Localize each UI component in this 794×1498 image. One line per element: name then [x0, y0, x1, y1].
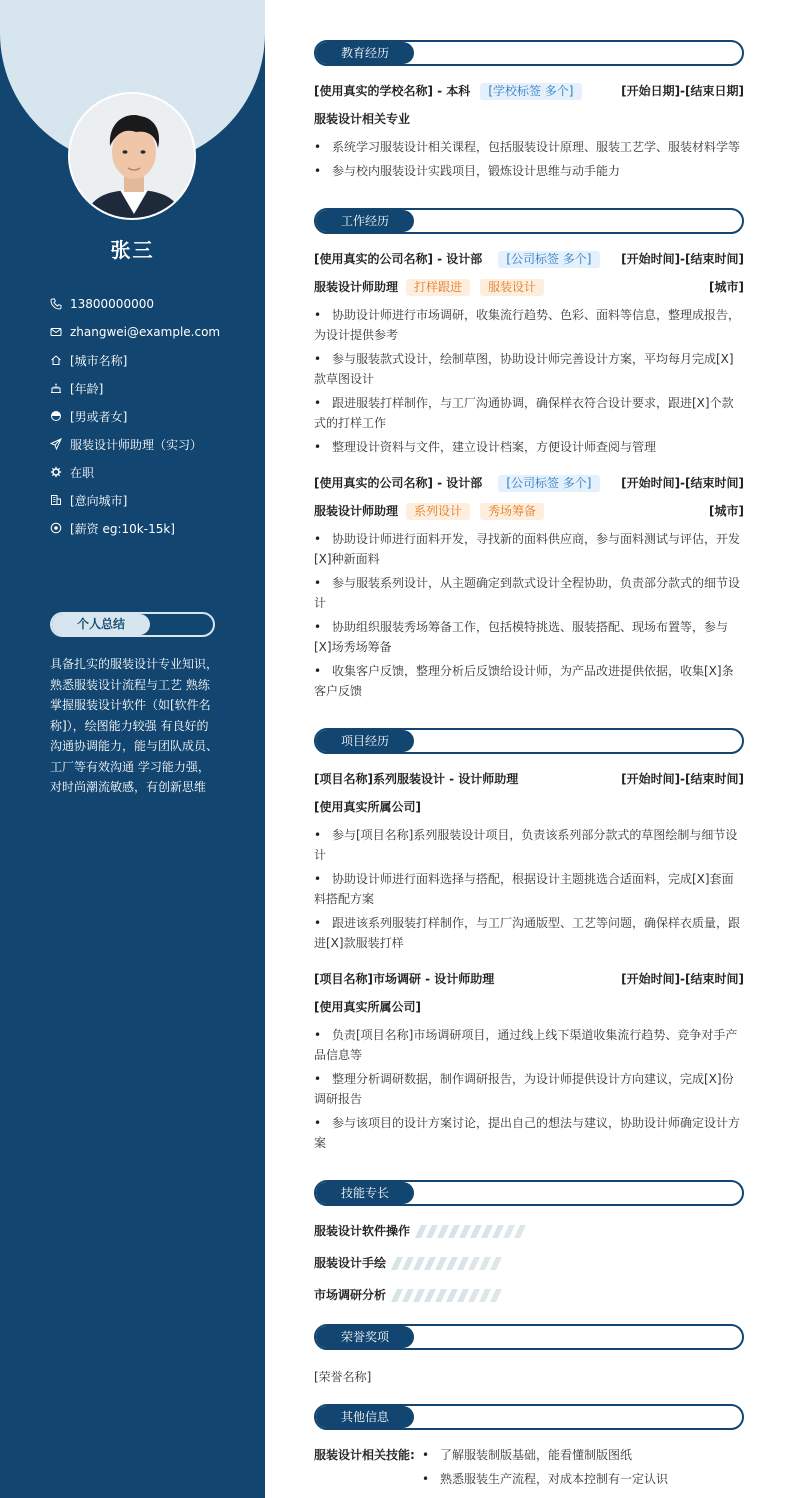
contact-info — [50, 290, 250, 542]
job-company-row — [314, 473, 744, 493]
job-date: [开始时间]-[结束时间] — [621, 476, 744, 490]
avatar — [68, 92, 196, 220]
skill-name: 服装设计软件操作 — [314, 1224, 411, 1238]
project-name-row — [314, 769, 744, 789]
gender-text: [男或者女] — [70, 409, 128, 424]
city-text: [城市名称] — [70, 353, 128, 368]
job-bullet: • 整理设计资料与文件，建立设计档案，方便设计师查阅与管理 — [314, 437, 744, 457]
company-name: [使用真实的公司名称] - 设计部 — [314, 476, 483, 490]
phone-text: 13800000000 — [70, 297, 154, 311]
skill-level-segment — [391, 1289, 403, 1302]
other-title: 其他信息 — [316, 1406, 414, 1428]
skill-level-segment — [457, 1289, 469, 1302]
project-name: [项目名称]市场调研 - 设计师助理 — [314, 972, 495, 986]
skill-level-bar — [394, 1257, 499, 1270]
skill-level-segment — [415, 1225, 427, 1238]
job-date: [开始时间]-[结束时间] — [621, 252, 744, 266]
honors-header — [314, 1324, 744, 1350]
skill-level-bar — [394, 1289, 499, 1302]
home-icon — [50, 354, 62, 366]
skill-level-segment — [490, 1289, 502, 1302]
work-header — [314, 208, 744, 234]
skill-level-segment — [435, 1289, 447, 1302]
skill-level-segment — [503, 1225, 515, 1238]
gender-row — [50, 402, 250, 430]
education-date: [开始日期]-[结束日期] — [621, 84, 744, 98]
project-bullet: • 协助设计师进行面料选择与搭配，根据设计主题挑选合适面料，完成[X]套面料搭配方案 — [314, 869, 744, 909]
job-role: 服装设计师助理 — [314, 504, 399, 518]
projects-title: 项目经历 — [316, 730, 414, 752]
skill-level-segment — [457, 1257, 469, 1270]
target-city-row — [50, 486, 250, 514]
skill-level-segment — [468, 1257, 480, 1270]
job-bullet: • 参与服装款式设计，绘制草图，协助设计师完善设计方案，平均每月完成[X]款草图设计 — [314, 349, 744, 389]
job-skill-tag: 打样跟进 — [406, 279, 470, 296]
project-company: [使用真实所属公司] — [314, 800, 421, 814]
school-tag: [学校标签 多个] — [480, 83, 581, 100]
skill-level-segment — [437, 1225, 449, 1238]
skills-title: 技能专长 — [316, 1182, 414, 1204]
job-bullet: • 协助组织服装秀场筹备工作，包括模特挑选、服装搭配、现场布置等，参与[X]场秀场筹备 — [314, 617, 744, 657]
project-bullet: • 整理分析调研数据，制作调研报告，为设计师提供设计方向建议，完成[X]份调研报告 — [314, 1069, 744, 1109]
other-label: 服装设计相关技能: — [314, 1448, 415, 1462]
education-header — [314, 40, 744, 66]
other-bullet: • 熟悉服装生产流程，对成本控制有一定认识 — [422, 1469, 744, 1489]
skill-level-segment — [514, 1225, 526, 1238]
salary-text: [薪资 eg:10k-15k] — [70, 521, 175, 536]
job-city: [城市] — [709, 504, 744, 518]
honor-name: [荣誉名称] — [314, 1370, 372, 1384]
skill-level-segment — [481, 1225, 493, 1238]
company-tag: [公司标签 多个] — [498, 475, 599, 492]
job-bullet: • 参与服装系列设计，从主题确定到款式设计全程协助，负责部分款式的细节设计 — [314, 573, 744, 613]
skill-level-segment — [426, 1225, 438, 1238]
education-title: 教育经历 — [316, 42, 414, 64]
phone-icon — [50, 298, 62, 310]
skill-level-bar — [418, 1225, 523, 1238]
phone-row — [50, 290, 250, 318]
status-row — [50, 458, 250, 486]
other-bullet: • 了解服装制版基础，能看懂制版图纸 — [422, 1445, 744, 1465]
avatar-image — [70, 94, 196, 220]
skill-level-segment — [479, 1257, 491, 1270]
company-name: [使用真实的公司名称] - 设计部 — [314, 252, 483, 266]
job-skill-tag: 服装设计 — [480, 279, 544, 296]
skill-name: 服装设计手绘 — [314, 1256, 387, 1270]
job-role: 服装设计师助理 — [314, 280, 399, 294]
age-text: [年龄] — [70, 381, 104, 396]
job-role-row — [314, 501, 744, 521]
projects-header — [314, 728, 744, 754]
email-text: zhangwei@example.com — [70, 325, 221, 339]
job-role-row — [314, 277, 744, 297]
skill-level-segment — [391, 1257, 403, 1270]
cake-icon — [50, 382, 62, 394]
status-icon — [50, 466, 62, 478]
project-company: [使用真实所属公司] — [314, 1000, 421, 1014]
project-bullet: • 参与[项目名称]系列服装设计项目，负责该系列部分款式的草图绘制与细节设计 — [314, 825, 744, 865]
skill-level-segment — [424, 1257, 436, 1270]
summary-text: 具备扎实的服装设计专业知识，熟悉服装设计流程与工艺 熟练掌握服装设计软件（如[软件名称]），绘图能力较强 有良好的沟通协调能力，能与团队成员、工厂等有效沟通 学习能力强，对时尚潮流敏感，有创新思维 — [50, 657, 219, 794]
send-icon — [50, 438, 62, 450]
skill-level-segment — [446, 1257, 458, 1270]
skill-level-segment — [446, 1289, 458, 1302]
salary-row — [50, 514, 250, 542]
summary-title: 个人总结 — [52, 614, 150, 635]
skill-level-segment — [459, 1225, 471, 1238]
skill-level-segment — [413, 1289, 425, 1302]
skill-level-segment — [492, 1225, 504, 1238]
project-date: [开始时间]-[结束时间] — [621, 772, 744, 786]
skill-level-segment — [448, 1225, 460, 1238]
skill-level-segment — [413, 1257, 425, 1270]
skills-header — [314, 1180, 744, 1206]
job-skill-tag: 秀场筹备 — [480, 503, 544, 520]
skill-level-segment — [402, 1289, 414, 1302]
city-row — [50, 346, 250, 374]
profile-name: 张三 — [110, 238, 155, 262]
company-tag: [公司标签 多个] — [498, 251, 599, 268]
skill-row — [314, 1253, 499, 1273]
project-bullet: • 负责[项目名称]市场调研项目，通过线上线下渠道收集流行趋势、竞争对手产品信息等 — [314, 1025, 744, 1065]
sidebar — [0, 0, 265, 1498]
project-date: [开始时间]-[结束时间] — [621, 972, 744, 986]
target-city-text: [意向城市] — [70, 493, 128, 508]
work-title: 工作经历 — [316, 210, 414, 232]
job-company-row — [314, 249, 744, 269]
skill-level-segment — [468, 1289, 480, 1302]
status-text: 在职 — [70, 465, 95, 480]
job-city: [城市] — [709, 280, 744, 294]
project-name-row — [314, 969, 744, 989]
job-bullet: • 协助设计师进行市场调研，收集流行趋势、色彩、面料等信息，整理成报告，为设计提供参考 — [314, 305, 744, 345]
skill-level-segment — [402, 1257, 414, 1270]
skill-level-segment — [435, 1257, 447, 1270]
building-icon — [50, 494, 62, 506]
education-bullet: • 参与校内服装设计实践项目，锻炼设计思维与动手能力 — [314, 161, 744, 181]
email-row — [50, 318, 250, 346]
skill-row — [314, 1221, 523, 1241]
summary-header — [50, 612, 215, 637]
other-header — [314, 1404, 744, 1430]
salary-icon — [50, 522, 62, 534]
gender-icon — [50, 410, 62, 422]
mail-icon — [50, 326, 62, 338]
education-school-row — [314, 81, 744, 101]
job-bullet: • 收集客户反馈，整理分析后反馈给设计师，为产品改进提供依据，收集[X]条客户反馈 — [314, 661, 744, 701]
job-skill-tag: 系列设计 — [406, 503, 470, 520]
skill-name: 市场调研分析 — [314, 1288, 387, 1302]
honors-title: 荣誉奖项 — [316, 1326, 414, 1348]
job-bullet: • 协助设计师进行面料开发，寻找新的面料供应商，参与面料测试与评估，开发[X]种新面料 — [314, 529, 744, 569]
position-row — [50, 430, 250, 458]
project-name: [项目名称]系列服装设计 - 设计师助理 — [314, 772, 519, 786]
project-bullet: • 跟进该系列服装打样制作，与工厂沟通版型、工艺等问题，确保样衣质量，跟进[X]款服装打样 — [314, 913, 744, 953]
education-bullet: • 系统学习服装设计相关课程，包括服装设计原理、服装工艺学、服装材料学等 — [314, 137, 744, 157]
skill-level-segment — [479, 1289, 491, 1302]
job-bullet: • 跟进服装打样制作，与工厂沟通协调，确保样衣符合设计要求，跟进[X]个款式的打样工作 — [314, 393, 744, 433]
skill-level-segment — [424, 1289, 436, 1302]
position-text: 服装设计师助理（实习） — [70, 437, 203, 452]
age-row — [50, 374, 250, 402]
skill-level-segment — [490, 1257, 502, 1270]
school-name: [使用真实的学校名称] - 本科 — [314, 84, 471, 98]
project-bullet: • 参与该项目的设计方案讨论，提出自己的想法与建议，协助设计师确定设计方案 — [314, 1113, 744, 1153]
skill-row — [314, 1285, 499, 1305]
education-major: 服装设计相关专业 — [314, 112, 411, 126]
skill-level-segment — [470, 1225, 482, 1238]
